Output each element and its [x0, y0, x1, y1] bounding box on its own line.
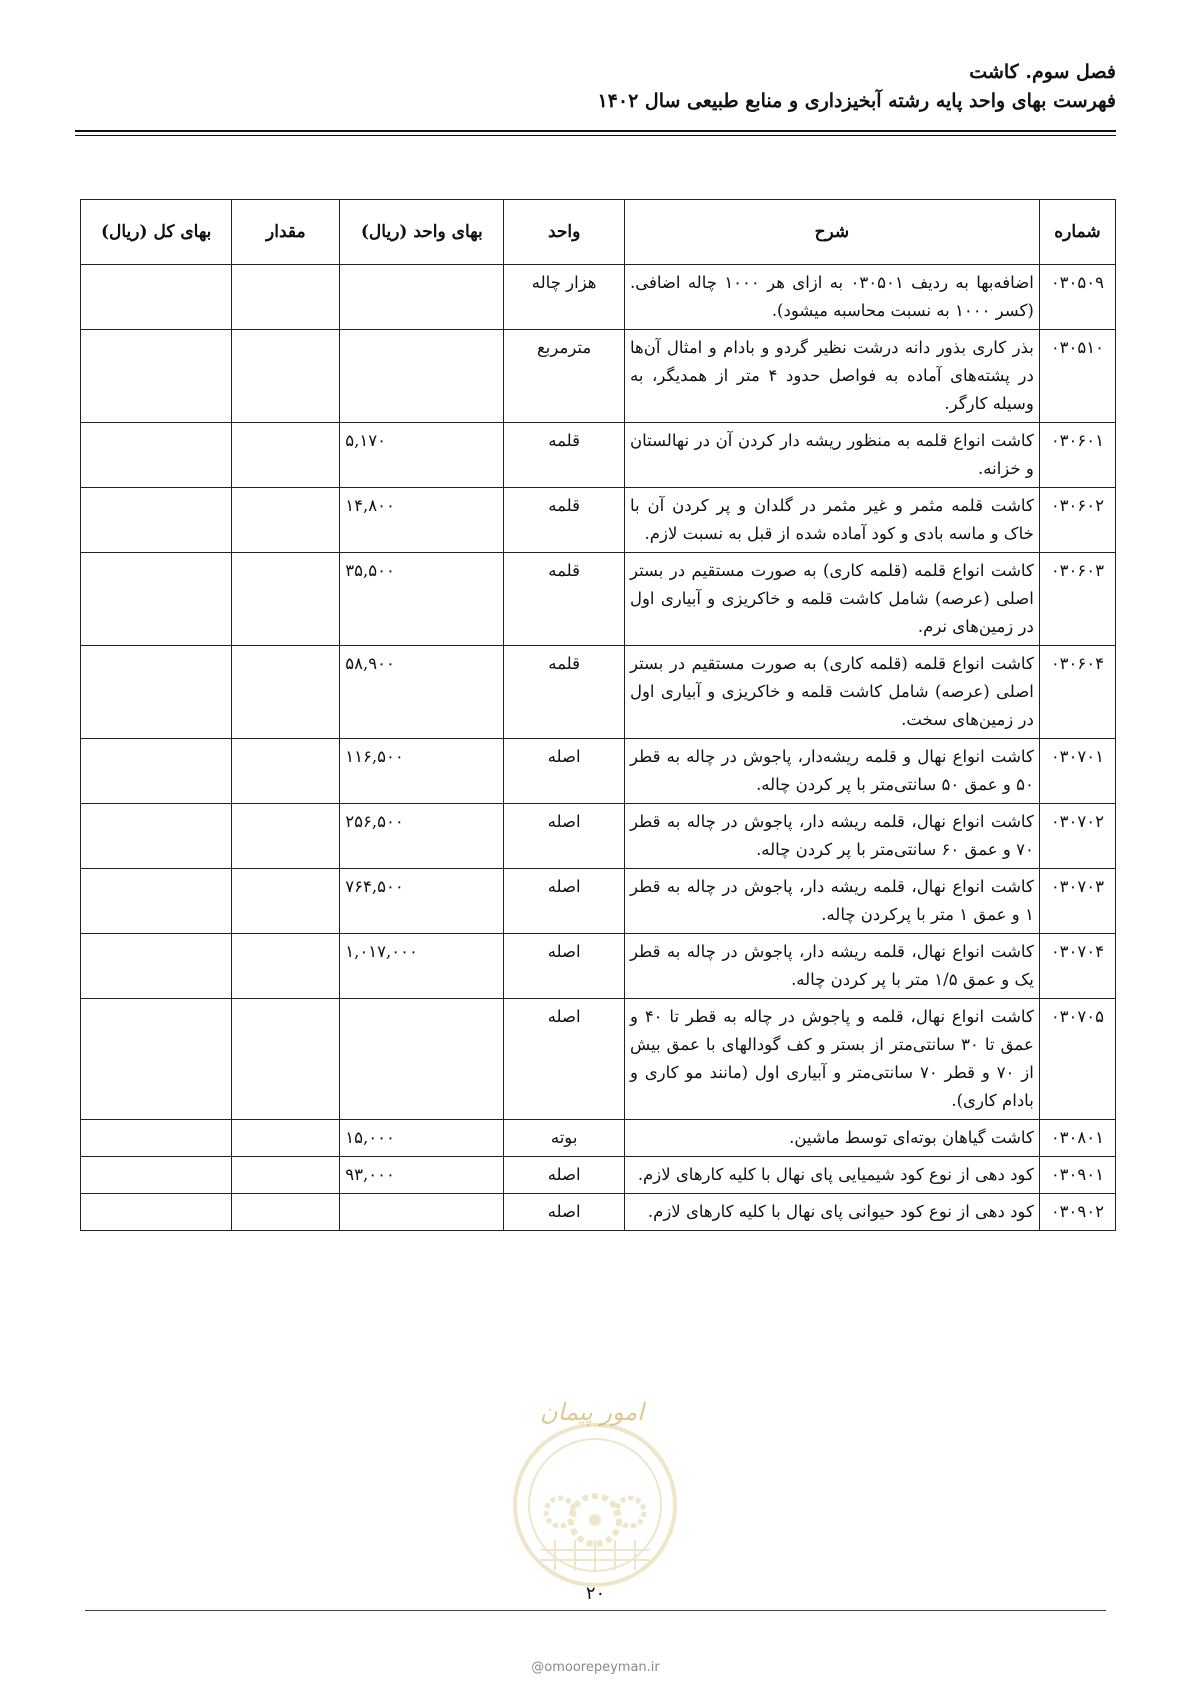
- header-description: شرح: [624, 200, 1039, 265]
- row-unit: مترمربع: [504, 330, 625, 423]
- table-row: [81, 488, 1116, 553]
- row-unit: قلمه: [504, 488, 625, 553]
- document-subtitle: فهرست بهای واحد پایه رشته آبخیزداری و منابع طبیعی سال ۱۴۰۲: [597, 90, 1116, 112]
- row-code: ۰۳۰۶۰۱: [1039, 423, 1115, 488]
- row-code: ۰۳۰۵۰۹: [1039, 265, 1115, 330]
- row-total: [81, 869, 232, 934]
- row-code: ۰۳۰۶۰۴: [1039, 646, 1115, 739]
- row-total: [81, 330, 232, 423]
- row-description: کاشت انواع قلمه به منظور ریشه دار کردن آن در نهالستان و خزانه.: [624, 423, 1039, 488]
- row-unit-price: [340, 999, 504, 1120]
- row-unit-price: ۱,۰۱۷,۰۰۰: [340, 934, 504, 999]
- table-row: [81, 869, 1116, 934]
- row-unit: اصله: [504, 869, 625, 934]
- header-unit-price: بهای واحد (ریال): [340, 200, 504, 265]
- row-unit-price: [340, 330, 504, 423]
- row-unit: قلمه: [504, 646, 625, 739]
- row-description: کود دهی از نوع کود شیمیایی پای نهال با کلیه کارهای لازم.: [624, 1157, 1039, 1194]
- row-code: ۰۳۰۶۰۳: [1039, 553, 1115, 646]
- row-description: کاشت انواع نهال، قلمه ریشه دار، پاجوش در چاله به قطر ۷۰ و عمق ۶۰ سانتی‌متر با پر کردن چاله.: [624, 804, 1039, 869]
- website-watermark: @omoorepeyman.ir: [531, 1660, 660, 1675]
- row-quantity: [232, 804, 340, 869]
- row-unit: اصله: [504, 999, 625, 1120]
- row-total: [81, 804, 232, 869]
- row-total: [81, 646, 232, 739]
- watermark-text: امور پیمان: [540, 1398, 644, 1426]
- row-unit-price: ۱۴,۸۰۰: [340, 488, 504, 553]
- row-code: ۰۳۰۷۰۱: [1039, 739, 1115, 804]
- row-unit-price: ۷۶۴,۵۰۰: [340, 869, 504, 934]
- row-quantity: [232, 869, 340, 934]
- row-unit: اصله: [504, 1157, 625, 1194]
- table-row: [81, 1120, 1116, 1157]
- table-row: [81, 553, 1116, 646]
- row-unit: اصله: [504, 934, 625, 999]
- table-row: [81, 739, 1116, 804]
- table-row: [81, 1194, 1116, 1231]
- row-unit: اصله: [504, 804, 625, 869]
- watermark-seal-logo: [510, 1420, 680, 1590]
- row-quantity: [232, 423, 340, 488]
- row-quantity: [232, 739, 340, 804]
- row-description: کاشت انواع نهال، قلمه ریشه دار، پاجوش در چاله به قطر ۱ و عمق ۱ متر با پرکردن چاله.: [624, 869, 1039, 934]
- chapter-title: فصل سوم. کاشت: [969, 61, 1116, 83]
- row-unit: بوته: [504, 1120, 625, 1157]
- row-unit-price: [340, 1194, 504, 1231]
- row-quantity: [232, 1194, 340, 1231]
- row-code: ۰۳۰۵۱۰: [1039, 330, 1115, 423]
- row-description: کاشت انواع نهال و قلمه ریشه‌دار، پاجوش در چاله به قطر ۵۰ و عمق ۵۰ سانتی‌متر با پر کردن چاله.: [624, 739, 1039, 804]
- header-rule-thick: [75, 130, 1116, 132]
- row-unit-price: ۵۸,۹۰۰: [340, 646, 504, 739]
- row-total: [81, 488, 232, 553]
- row-unit: اصله: [504, 739, 625, 804]
- row-unit-price: ۲۵۶,۵۰۰: [340, 804, 504, 869]
- row-unit-price: ۹۳,۰۰۰: [340, 1157, 504, 1194]
- row-description: کاشت قلمه مثمر و غیر مثمر در گلدان و پر کردن آن با خاک و ماسه بادی و کود آماده شده از قبل به نسبت لازم.: [624, 488, 1039, 553]
- table-row: [81, 646, 1116, 739]
- header-quantity: مقدار: [232, 200, 340, 265]
- row-quantity: [232, 999, 340, 1120]
- row-total: [81, 553, 232, 646]
- row-total: [81, 1120, 232, 1157]
- row-total: [81, 1157, 232, 1194]
- row-total: [81, 934, 232, 999]
- table-header-row: [81, 200, 1116, 265]
- row-unit-price: ۳۵,۵۰۰: [340, 553, 504, 646]
- row-quantity: [232, 646, 340, 739]
- row-unit: اصله: [504, 1194, 625, 1231]
- price-list-table: [80, 199, 1116, 1231]
- page-number: ۲۰: [585, 1583, 606, 1604]
- row-total: [81, 739, 232, 804]
- row-code: ۰۳۰۷۰۲: [1039, 804, 1115, 869]
- table-row: [81, 934, 1116, 999]
- header-total: بهای کل (ریال): [81, 200, 232, 265]
- row-quantity: [232, 488, 340, 553]
- row-code: ۰۳۰۷۰۵: [1039, 999, 1115, 1120]
- row-description: کاشت انواع نهال، قلمه ریشه دار، پاجوش در چاله به قطر یک و عمق ۱/۵ متر با پر کردن چاله.: [624, 934, 1039, 999]
- row-description: کاشت انواع نهال، قلمه و پاجوش در چاله به قطر تا ۴۰ و عمق تا ۳۰ سانتی‌متر از بستر و کف گودالهای با عمق بیش از ۷۰ و قطر ۷۰ سانتی‌متر و آبیاری اول (مانند مو کاری و بادام کاری).: [624, 999, 1039, 1120]
- row-description: کاشت گیاهان بوته‌ای توسط ماشین.: [624, 1120, 1039, 1157]
- row-quantity: [232, 934, 340, 999]
- row-unit: هزار چاله: [504, 265, 625, 330]
- page-header: [597, 58, 1116, 116]
- header-rule-thin: [75, 135, 1116, 136]
- row-code: ۰۳۰۶۰۲: [1039, 488, 1115, 553]
- table-row: [81, 265, 1116, 330]
- row-code: ۰۳۰۹۰۱: [1039, 1157, 1115, 1194]
- row-description: کود دهی از نوع کود حیوانی پای نهال با کلیه کارهای لازم.: [624, 1194, 1039, 1231]
- row-description: کاشت انواع قلمه (قلمه کاری) به صورت مستقیم در بستر اصلی (عرصه) شامل کاشت قلمه و خاکریزی و آبیاری اول در زمین‌های نرم.: [624, 553, 1039, 646]
- row-unit-price: ۵,۱۷۰: [340, 423, 504, 488]
- table-row: [81, 999, 1116, 1120]
- row-description: اضافه‌بها به ردیف ۰۳۰۵۰۱ به ازای هر ۱۰۰۰ چاله اضافی. (کسر ۱۰۰۰ به نسبت محاسبه میشود).: [624, 265, 1039, 330]
- row-description: بذر کاری بذور دانه درشت نظیر گردو و بادام و امثال آن‌ها در پشته‌های آماده به فواصل حدود ۴ متر از همدیگر، به وسیله کارگر.: [624, 330, 1039, 423]
- header-code: شماره: [1039, 200, 1115, 265]
- footer-rule: [85, 1610, 1106, 1611]
- table-row: [81, 804, 1116, 869]
- table-row: [81, 1157, 1116, 1194]
- row-quantity: [232, 1120, 340, 1157]
- table-row: [81, 330, 1116, 423]
- row-unit: قلمه: [504, 423, 625, 488]
- row-total: [81, 265, 232, 330]
- row-code: ۰۳۰۷۰۴: [1039, 934, 1115, 999]
- row-quantity: [232, 1157, 340, 1194]
- row-total: [81, 423, 232, 488]
- row-total: [81, 1194, 232, 1231]
- row-total: [81, 999, 232, 1120]
- row-unit: قلمه: [504, 553, 625, 646]
- row-unit-price: [340, 265, 504, 330]
- row-code: ۰۳۰۷۰۳: [1039, 869, 1115, 934]
- row-quantity: [232, 265, 340, 330]
- table-row: [81, 423, 1116, 488]
- row-unit-price: ۱۵,۰۰۰: [340, 1120, 504, 1157]
- row-quantity: [232, 553, 340, 646]
- row-description: کاشت انواع قلمه (قلمه کاری) به صورت مستقیم در بستر اصلی (عرصه) شامل کاشت قلمه و خاکریزی و آبیاری اول در زمین‌های سخت.: [624, 646, 1039, 739]
- row-code: ۰۳۰۸۰۱: [1039, 1120, 1115, 1157]
- row-code: ۰۳۰۹۰۲: [1039, 1194, 1115, 1231]
- row-unit-price: ۱۱۶,۵۰۰: [340, 739, 504, 804]
- row-quantity: [232, 330, 340, 423]
- header-unit: واحد: [504, 200, 625, 265]
